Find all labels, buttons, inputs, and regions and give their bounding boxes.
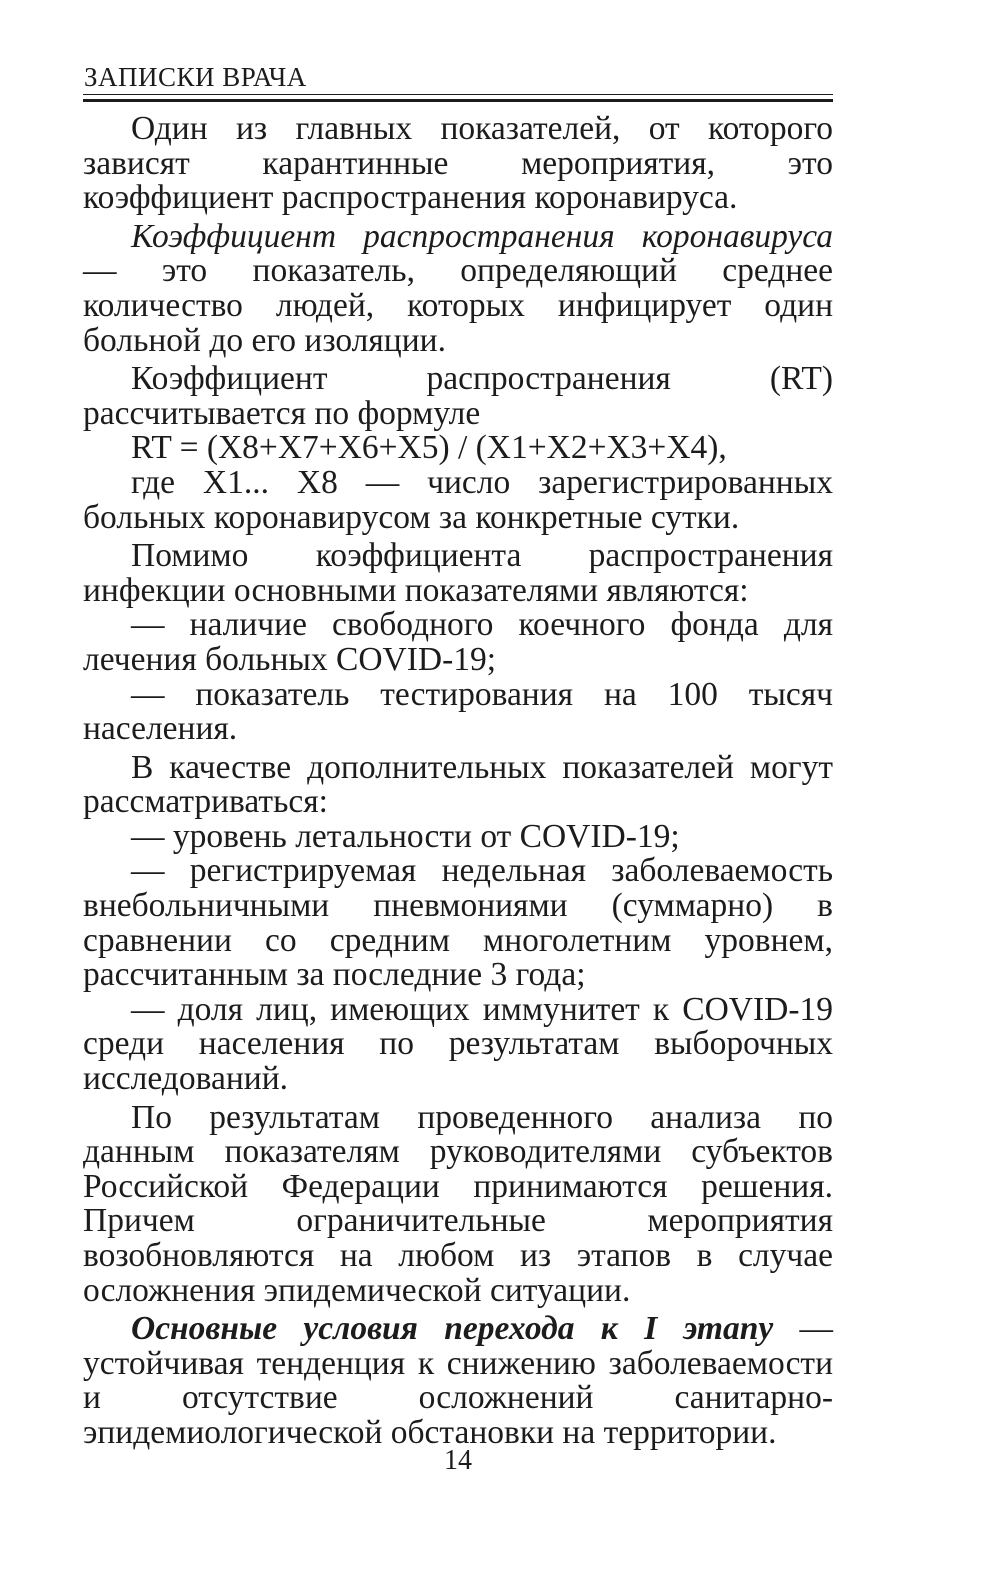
running-header: ЗАПИСКИ ВРАЧА (84, 62, 307, 92)
paragraph-9: В качестве дополнительных показателей могут рассматриваться: (83, 748, 833, 821)
term-definition-italic: Коэффициент распространения коронавируса (131, 217, 833, 255)
header-rule-thin (83, 94, 833, 95)
list-item-testing: — показатель тестирования на 100 тысяч населения. (83, 675, 833, 748)
paragraph-14-rest: — устойчивая тенденция к снижению заболеваемости и отсутствие осложнений санитарно-эпидемиологической обстановки на территории. (83, 1310, 834, 1451)
header-rule-thick (83, 99, 833, 102)
paragraph-2-rest: — это показатель, определяющий среднее количество людей, которых инфицирует один больной до его изоляции. (83, 252, 833, 359)
list-item-immunity: — доля лиц, имеющих иммунитет к COVID-19 среди населения по результатам выборочных исследований. (83, 990, 833, 1098)
list-item-bed-fund: — наличие свободного коечного фонда для лечения больных COVID-19; (83, 606, 833, 678)
paragraph-3: Коэффициент распространения (RT) рассчитывается по формуле (83, 360, 833, 432)
list-item-pneumonia: — регистрируемая недельная заболеваемость внебольничными пневмониями (суммарно) в сравнении со средним многолетним уровнем, рассчитанным за последние 3 года; (83, 852, 833, 994)
formula-line: RT = (X8+X7+X6+X5) / (X1+X2+X3+X4), (131, 429, 727, 467)
paragraph-5: где X1... X8 — число зарегистрированных больных коронавирусом за конкретные сутки. (83, 463, 833, 536)
paragraph-13: По результатам проведенного анализа по данным показателям руководителями субъектов Российской Федерации принимаются решения. Причем ограничительные мероприятия возобновляются на любом из этапов в случае осложнения эпидемической ситуации. (83, 1098, 833, 1309)
paragraph-6: Помимо коэффициента распространения инфекции основными показателями являются: (83, 537, 833, 609)
paragraph-1: Один из главных показателей, от которого зависят карантинные мероприятия, это коэффициент распространения коронавируса. (83, 110, 833, 217)
list-item-lethality: — уровень летальности от COVID-19; (131, 817, 680, 855)
body-text (83, 112, 833, 1451)
page-number: 14 (444, 1445, 472, 1476)
paragraph-2 (83, 217, 833, 359)
paragraph-14 (83, 1312, 833, 1450)
stage-one-heading: Основные условия перехода к I этапу (131, 1310, 774, 1348)
